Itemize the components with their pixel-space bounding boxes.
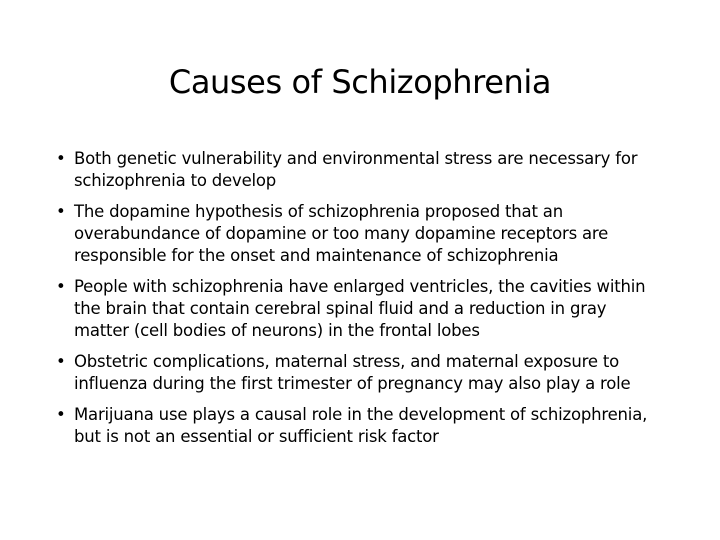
slide-title: Causes of Schizophrenia bbox=[168, 63, 552, 101]
bullet-item bbox=[56, 201, 666, 267]
bullet-item bbox=[56, 351, 666, 395]
bullet-dot-icon: • bbox=[56, 149, 66, 168]
bullet-list bbox=[56, 148, 666, 457]
bullet-text: Both genetic vulnerability and environmental stress are necessary for schizophrenia to develop bbox=[74, 149, 638, 190]
bullet-item bbox=[56, 148, 666, 192]
bullet-item bbox=[56, 404, 666, 448]
bullet-dot-icon: • bbox=[56, 352, 66, 371]
bullet-dot-icon: • bbox=[56, 405, 66, 424]
bullet-text: People with schizophrenia have enlarged ventricles, the cavities within the brain that contain cerebral spinal fluid and a reduction in gray matter (cell bodies of neurons) in the frontal lobes bbox=[74, 277, 646, 340]
bullet-text: Obstetric complications, maternal stress, and maternal exposure to influenza during the first trimester of pregnancy may also play a role bbox=[74, 352, 631, 393]
bullet-dot-icon: • bbox=[56, 277, 66, 296]
bullet-text: The dopamine hypothesis of schizophrenia proposed that an overabundance of dopamine or too many dopamine receptors are responsible for the onset and maintenance of schizophrenia bbox=[74, 202, 609, 265]
bullet-item bbox=[56, 276, 666, 342]
bullet-text: Marijuana use plays a causal role in the development of schizophrenia, but is not an essential or sufficient risk factor bbox=[74, 405, 648, 446]
bullet-dot-icon: • bbox=[56, 202, 66, 221]
